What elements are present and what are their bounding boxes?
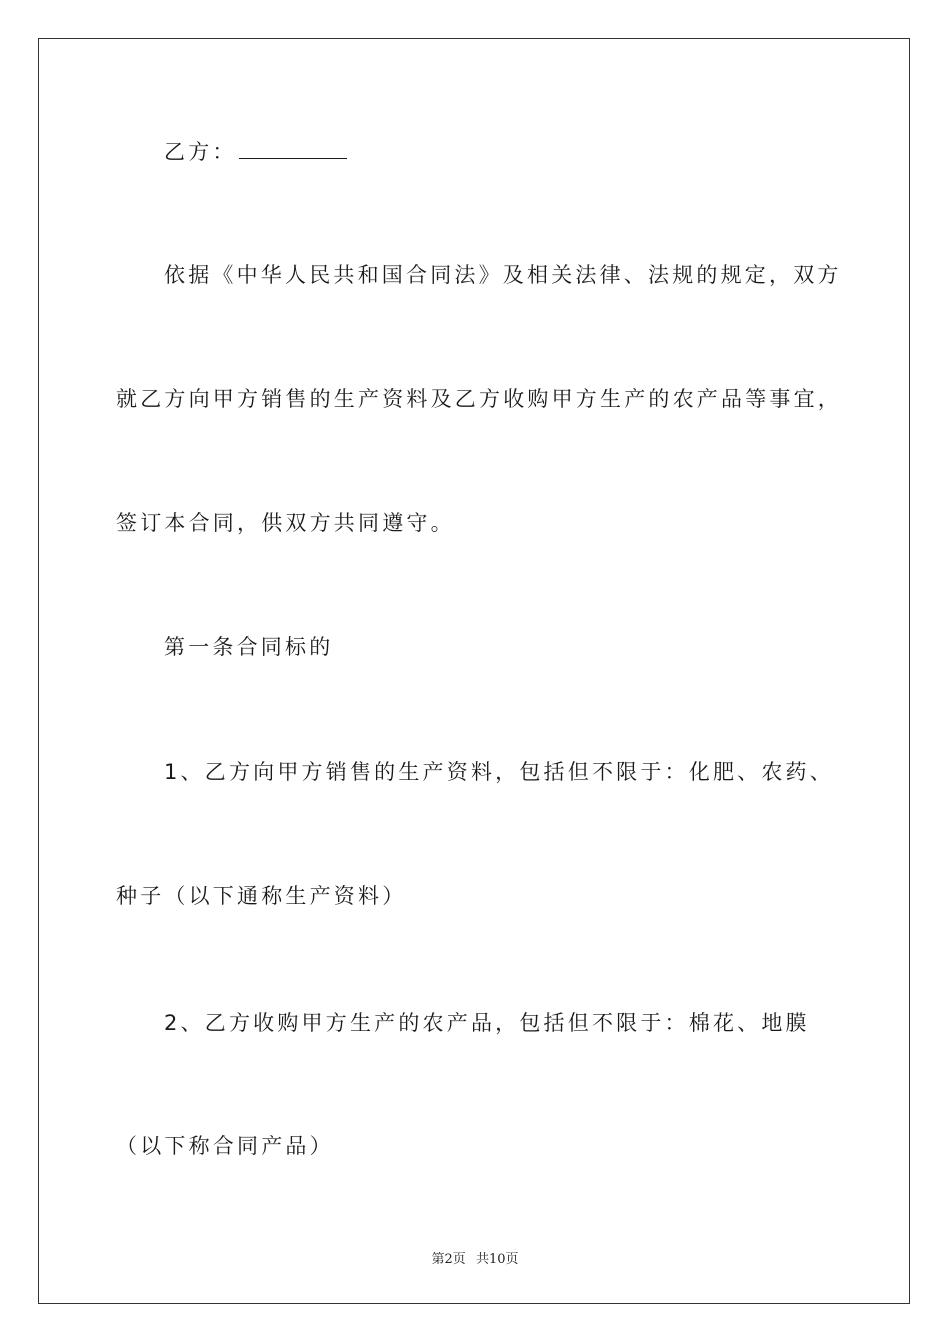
paragraph-line: 依据《中华人民共和国合同法》及相关法律、法规的规定，双方 (164, 263, 842, 287)
page-number: 第2页 (431, 1252, 466, 1267)
section-heading: 第一条合同标的 (164, 635, 334, 659)
party-b-label: 乙方： (164, 140, 237, 164)
total-pages: 共10页 (475, 1252, 519, 1267)
clause-line: （以下称合同产品） (116, 1134, 334, 1158)
party-b-blank (239, 140, 347, 159)
paragraph-line: 签订本合同，供双方共同遵守。 (116, 511, 455, 535)
clause-line: 2、乙方收购甲方生产的农产品，包括但不限于：棉花、地膜 (164, 1011, 810, 1035)
party-b-line (164, 138, 347, 166)
page-footer (0, 1248, 950, 1267)
paragraph-line: 就乙方向甲方销售的生产资料及乙方收购甲方生产的农产品等事宜， (116, 387, 842, 411)
clause-line: 1、乙方向甲方销售的生产资料，包括但不限于：化肥、农药、 (164, 760, 834, 784)
clause-line: 种子（以下通称生产资料） (116, 884, 407, 908)
page-border (38, 38, 910, 1304)
